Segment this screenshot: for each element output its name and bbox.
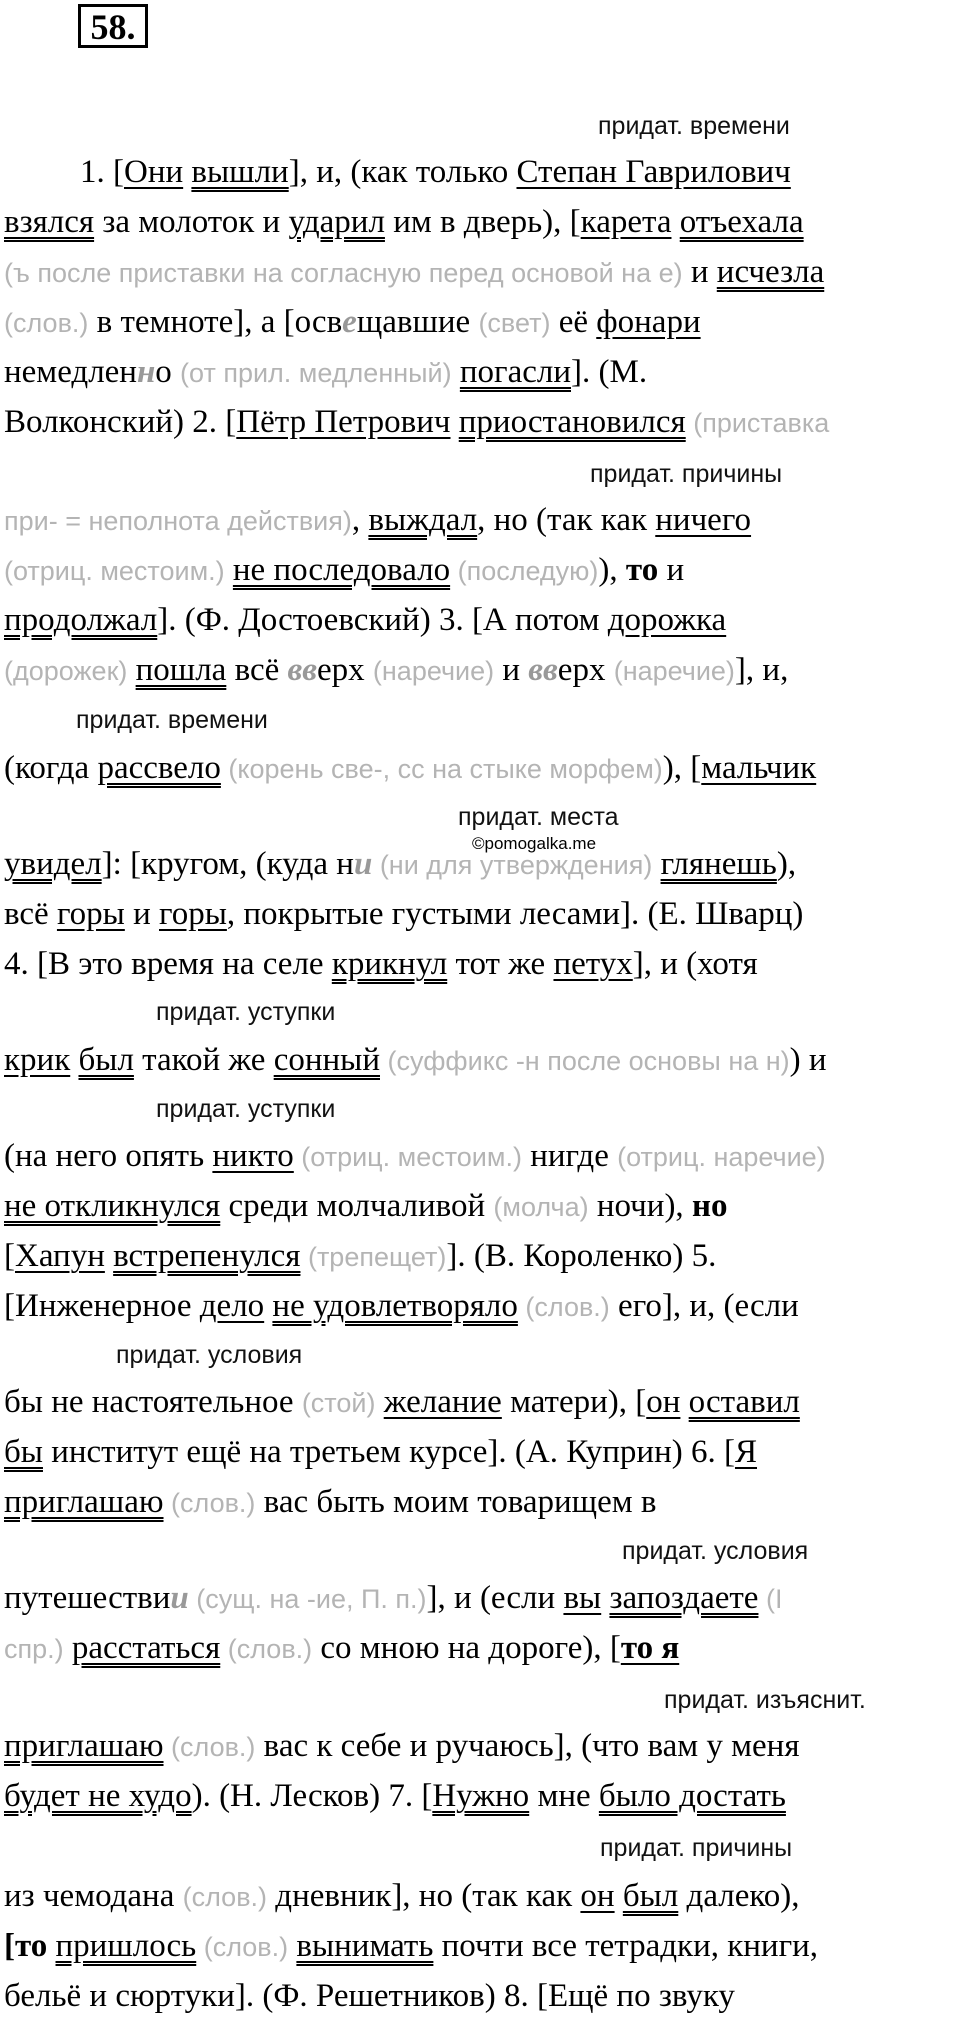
text-line: взялся за молоток и ударил им в дверь), [карета отъехала [4, 204, 804, 240]
text-line: не откликнулся среди молчаливой (молча) ночи), но [4, 1188, 728, 1224]
text-line: (дорожек) пошла всё вверх (наречие) и вверх (наречие)], и, [4, 652, 789, 688]
text-line: будет не худо). (Н. Лесков) 7. [Нужно мне было достать [4, 1778, 786, 1814]
text-line: из чемодана (слов.) дневник], но (так как он был далеко), [4, 1878, 800, 1914]
text-line: (на него опять никто (отриц. местоим.) нигде (отриц. наречие) [4, 1138, 826, 1174]
text-line: [Инженерное дело не удовлетворяло (слов.) его], и, (если [4, 1288, 799, 1324]
text-line: бы институт ещё на третьем курсе]. (А. Куприн) 6. [Я [4, 1434, 757, 1470]
text-line: бельё и сюртуки]. (Ф. Решетников) 8. [Ещё по звуку [4, 1978, 735, 2014]
clause-annotation: придат. уступки [156, 998, 336, 1026]
clause-annotation: придат. уступки [156, 1095, 336, 1123]
watermark: ©pomogalka.me [472, 834, 597, 853]
text-line: бы не настоятельное (стой) желание матери), [он оставил [4, 1384, 800, 1420]
text-line: (отриц. местоим.) не последовало (последую)), то и [4, 552, 685, 588]
text-line: спр.) расстаться (слов.) со мною на дороге), [то я [4, 1630, 680, 1666]
text-line: (когда рассвело (корень све-, сс на стыке морфем)), [мальчик [4, 750, 817, 786]
clause-annotation: придат. времени [76, 706, 268, 734]
text-line: всё горы и горы, покрытые густыми лесами]. (Е. Шварц) [4, 896, 804, 932]
text-line: 1. [Они вышли], и, (как только Степан Гаврилович [80, 154, 791, 190]
clause-annotation: придат. причины [600, 1834, 793, 1862]
clause-annotation: придат. места [458, 803, 619, 831]
text-line: крик был такой же сонный (суффикс -н после основы на н)) и [4, 1042, 827, 1078]
text-line: приглашаю (слов.) вас быть моим товарищем в [4, 1484, 657, 1520]
text-line: 4. [В это время на селе крикнул тот же петух], и (хотя [4, 946, 758, 982]
text-line: Волконский) 2. [Пётр Петрович приостановился (приставка [4, 404, 830, 440]
clause-annotation: придат. причины [590, 460, 783, 488]
clause-annotation: придат. условия [116, 1341, 303, 1369]
clause-annotation: придат. условия [622, 1537, 809, 1565]
exercise-number: 58. [78, 4, 148, 48]
text-line: [Хапун встрепенулся (трепещет)]. (В. Короленко) 5. [4, 1238, 717, 1274]
text-line: (ъ после приставки на согласную перед основой на е) и исчезла [4, 254, 825, 290]
clause-annotation: придат. времени [598, 112, 790, 140]
text-line: продолжал]. (Ф. Достоевский) 3. [А потом дорожка [4, 602, 727, 638]
text-line: увидел]: [кругом, (куда ни (ни для утверждения) глянешь), [4, 846, 797, 882]
text-line: при- = неполнота действия), выждал, но (так как ничего [4, 502, 752, 538]
text-line: немедленно (от прил. медленный) погасли]. (М. [4, 354, 648, 390]
text-line: (слов.) в темноте], а [освещавшие (свет) её фонари [4, 304, 701, 340]
clause-annotation: придат. изъяснит. [664, 1686, 866, 1714]
text-line: путешествии (сущ. на -ие, П. п.)], и (если вы запоздаете (I [4, 1580, 783, 1616]
text-line: [то пришлось (слов.) вынимать почти все тетрадки, книги, [4, 1928, 819, 1964]
text-line: приглашаю (слов.) вас к себе и ручаюсь], (что вам у меня [4, 1728, 800, 1764]
